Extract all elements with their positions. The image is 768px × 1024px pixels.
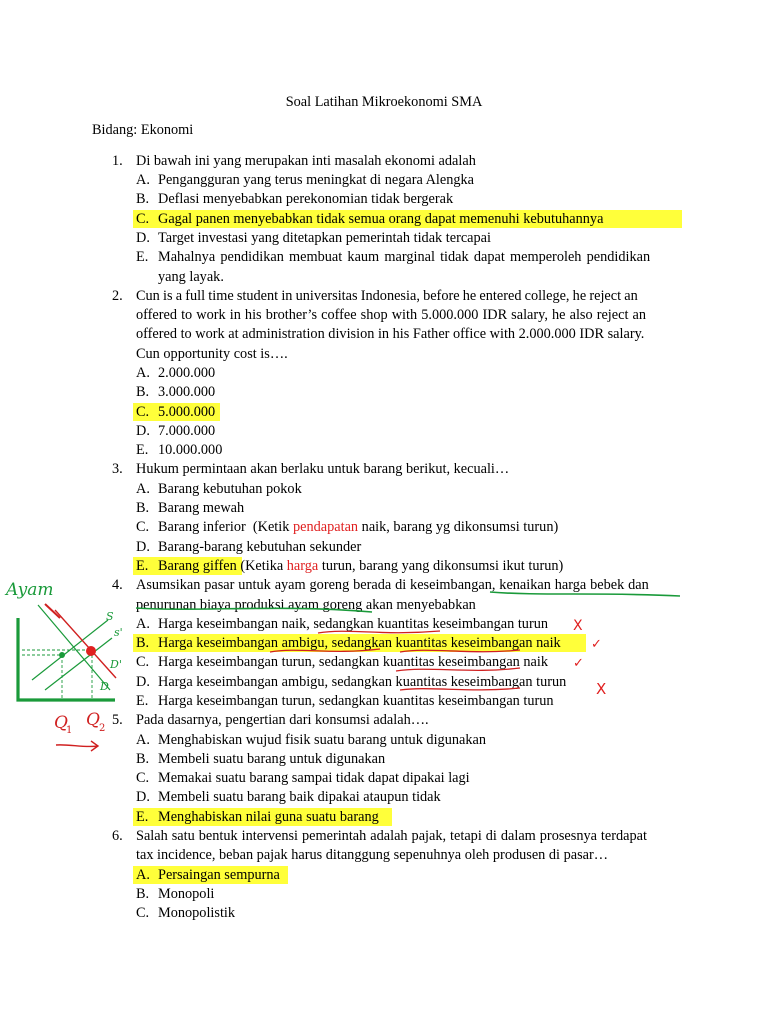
y-axis [18, 618, 115, 700]
option-label: B. [136, 384, 150, 400]
question-text: Salah satu bentuk intervensi pemerintah adalah pajak, tetapi di dalam prosesnya terdapat [136, 828, 647, 844]
option-label: E. [136, 558, 149, 574]
option-text-answer: Gagal panen menyebabkan tidak semua orang dapat memenuhi kebutuhannya [158, 211, 604, 227]
option-label: D. [136, 230, 150, 246]
option-text: Membeli suatu barang baik dipakai ataupun tidak [158, 789, 441, 805]
option-text-answer: Harga keseimbangan ambigu, sedangkan kuantitas keseimbangan naik [158, 635, 561, 651]
option-text: Monopolistik [158, 905, 236, 921]
option-text: Barang inferior (Ketik pendapatan naik, barang yg dikonsumsi turun) [158, 519, 559, 535]
question-text: Pada dasarnya, pengertian dari konsumsi adalah…. [136, 712, 429, 728]
option-text: Barang mewah [158, 500, 245, 516]
option-label: E. [136, 249, 149, 265]
red-note: harga [286, 558, 319, 574]
question-number: 6. [112, 828, 123, 844]
question-text: Cun is a full time student in universitas Indonesia, before he entered college, he reject an [136, 288, 638, 304]
question-number: 4. [112, 577, 123, 593]
option-label: D. [136, 789, 150, 805]
question-text: penurunan biaya produksi ayam goreng akan menyebabkan [136, 597, 476, 613]
option-label: D. [136, 674, 150, 690]
x-mark: X [573, 618, 583, 634]
option-text: Harga keseimbangan turun, sedangkan kuantitas keseimbangan turun [158, 693, 554, 709]
question-number: 5. [112, 712, 123, 728]
field-label: Bidang: Ekonomi [92, 122, 194, 138]
label-d1: D' [110, 658, 122, 671]
option-label: C. [136, 905, 150, 921]
red-demand-arrow [45, 604, 60, 618]
page-title: Soal Latihan Mikroekonomi SMA [285, 94, 483, 110]
option-text: Membeli suatu barang untuk digunakan [158, 751, 386, 767]
label-s1: s' [114, 626, 123, 639]
option-text: Memakai suatu barang sampai tidak dapat dipakai lagi [158, 770, 470, 786]
option-text-answer: Menghabiskan nilai guna suatu barang [158, 809, 379, 825]
option-text: Deflasi menyebabkan perekonomian tidak bergerak [158, 191, 454, 207]
check-mark: ✓ [573, 656, 584, 671]
question-text: Asumsikan pasar untuk ayam goreng berada di keseimbangan, kenaikan harga bebek dan [136, 577, 649, 593]
option-label: E. [136, 809, 149, 825]
option-label: A. [136, 732, 150, 748]
demand-curve-shifted [55, 610, 116, 678]
label-d: D [100, 680, 109, 693]
option-text: 10.000.000 [158, 442, 223, 458]
option-text: Pengangguran yang terus meningkat di negara Alengka [158, 172, 475, 188]
option-text: Barang-barang kebutuhan sekunder [158, 539, 362, 555]
question-text: offered to work in his brother’s coffee shop with 5.000.000 IDR salary, he also reject an [136, 307, 647, 323]
option-text: Menghabiskan wujud fisik suatu barang untuk digunakan [158, 732, 486, 748]
option-label: B. [136, 500, 150, 516]
question-number: 3. [112, 461, 123, 477]
new-equilibrium-point [86, 646, 96, 656]
option-text: 2.000.000 [158, 365, 216, 381]
question-number: 1. [112, 153, 123, 169]
option-text-continued: yang layak. [158, 269, 224, 285]
equilibrium-point [59, 652, 65, 658]
guide-line [22, 655, 62, 700]
option-text-answer: 5.000.000 [158, 404, 216, 420]
question-text: offered to work at administration division in his Father office with 2.000.000 IDR salary. [136, 326, 645, 342]
option-text: Harga keseimbangan turun, sedangkan kuantitas keseimbangan naik [158, 654, 549, 670]
supply-curve-shifted [45, 638, 112, 690]
option-label: B. [136, 635, 150, 651]
option-label: D. [136, 423, 150, 439]
option-text: Barang kebutuhan pokok [158, 481, 302, 497]
guide-line [22, 650, 92, 700]
label-s: S [106, 610, 114, 623]
option-label: B. [136, 191, 150, 207]
option-text: Monopoli [158, 886, 215, 902]
option-label: A. [136, 867, 150, 883]
question-number: 2. [112, 288, 123, 304]
option-label: A. [136, 365, 150, 381]
question-text: Cun opportunity cost is…. [136, 346, 288, 362]
label-q1: Q [54, 713, 68, 733]
option-label: D. [136, 539, 150, 555]
option-label: C. [136, 519, 150, 535]
option-text: Harga keseimbangan naik, sedangkan kuantitas keseimbangan turun [158, 616, 549, 632]
option-label: B. [136, 751, 150, 767]
option-text: 7.000.000 [158, 423, 216, 439]
option-label: A. [136, 616, 150, 632]
red-note: pendapatan [292, 519, 359, 535]
option-text: Target investasi yang ditetapkan pemerintah tidak tercapai [158, 230, 491, 246]
option-label: C. [136, 211, 150, 227]
label-q1-sub: 1 [66, 725, 73, 736]
right-arrow [56, 741, 98, 751]
label-q2-sub: 2 [99, 723, 106, 734]
option-label: E. [136, 693, 149, 709]
option-label: C. [136, 654, 150, 670]
question-text: Di bawah ini yang merupakan inti masalah ekonomi adalah [136, 153, 476, 169]
question-text: Hukum permintaan akan berlaku untuk barang berikut, kecuali… [136, 461, 510, 477]
option-label: A. [136, 172, 150, 188]
option-text: 3.000.000 [158, 384, 216, 400]
option-label: E. [136, 442, 149, 458]
option-text: Harga keseimbangan ambigu, sedangkan kuantitas keseimbangan turun [158, 674, 567, 690]
check-mark: ✓ [591, 637, 602, 652]
option-label: C. [136, 770, 150, 786]
option-label: B. [136, 886, 150, 902]
option-label: C. [136, 404, 150, 420]
option-label: A. [136, 481, 150, 497]
x-mark: X [596, 680, 607, 698]
question-text: tax incidence, beban pajak harus ditanggung sepenuhnya oleh produsen di pasar… [136, 847, 609, 863]
axis-label-ayam: Ayam [6, 580, 54, 600]
option-text: Mahalnya pendidikan membuat kaum marginal tidak dapat memperoleh pendidikan [158, 249, 651, 265]
option-text-answer: Barang giffen (Ketika harga turun, barang yang dikonsumsi ikut turun) [158, 558, 564, 574]
option-text-answer: Persaingan sempurna [158, 867, 280, 883]
demand-curve [38, 605, 110, 690]
label-q2: Q [86, 710, 100, 730]
supply-curve [32, 620, 108, 680]
